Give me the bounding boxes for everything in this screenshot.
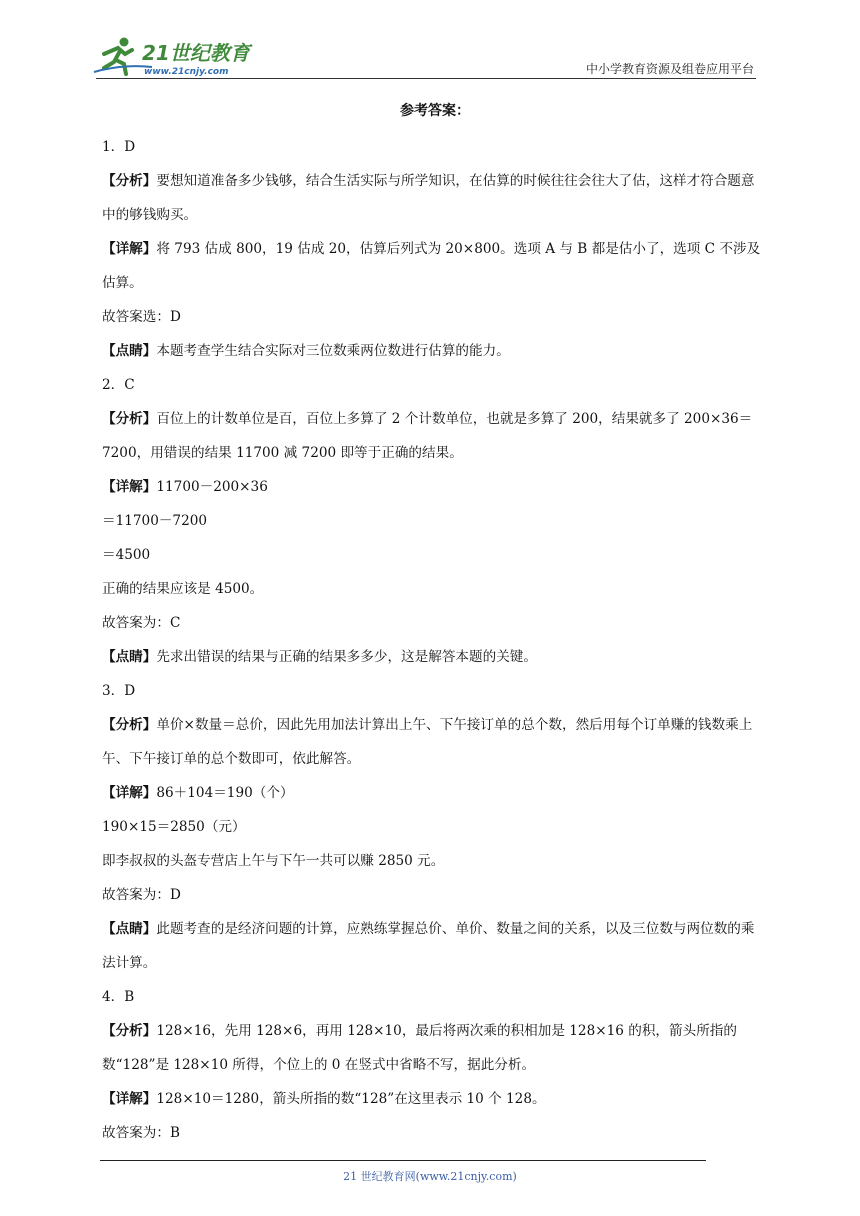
detail-tag: 【详解】 (102, 479, 157, 495)
question-number: 3．D (102, 683, 136, 699)
detail (102, 776, 768, 810)
detail (102, 470, 768, 504)
comment (102, 334, 768, 368)
page-title: 参考答案： (400, 103, 470, 119)
comment-tag: 【点睛】 (102, 343, 157, 359)
answer-line: 故答案为：D (102, 887, 181, 903)
answer-line: 故答案选：D (102, 309, 181, 325)
analysis-tag: 【分析】 (102, 1023, 157, 1039)
result-statement: 即李叔叔的头盔专营店上午与下午一共可以赚 2850 元。 (102, 853, 445, 869)
analysis (102, 708, 768, 776)
logo-url: www.21cnjy.com (144, 67, 229, 77)
comment (102, 640, 768, 674)
question-number: 1．D (102, 139, 136, 155)
detail-text: 128×10＝1280，箭头所指的数“128”在这里表示 10 个 128。 (156, 1091, 546, 1107)
calc-step: 190×15＝2850（元） (102, 819, 246, 835)
platform-label: 中小学教育资源及组卷应用平台 (585, 62, 754, 76)
detail-tag: 【详解】 (102, 241, 157, 257)
comment-text: 此题考查的是经济问题的计算，应熟练掌握总价、单价、数量之间的关系，以及三位数与两位数的乘法计算。 (102, 921, 755, 971)
answer-content (102, 96, 768, 1150)
detail-text: 将 793 估成 800，19 估成 20，估算后列式为 20×800。选项 A 与 B 都是估小了，选项 C 不涉及估算。 (102, 241, 761, 291)
comment-tag: 【点睛】 (102, 649, 157, 665)
detail-tag: 【详解】 (102, 785, 157, 801)
detail-tag: 【详解】 (102, 1091, 157, 1107)
comment-text: 先求出错误的结果与正确的结果多多少，这是解答本题的关键。 (156, 649, 537, 665)
analysis (102, 1014, 768, 1082)
page-header (0, 0, 860, 80)
question-number: 4．B (102, 989, 135, 1005)
detail (102, 1082, 768, 1116)
answer-line: 故答案为：B (102, 1125, 180, 1141)
detail (102, 232, 768, 300)
header-divider (96, 78, 756, 79)
detail-text: 11700－200×36 (156, 479, 268, 495)
comment-tag: 【点睛】 (102, 921, 157, 937)
logo (92, 34, 262, 78)
answer-line: 故答案为：C (102, 615, 181, 631)
comment-text: 本题考查学生结合实际对三位数乘两位数进行估算的能力。 (156, 343, 510, 359)
analysis-tag: 【分析】 (102, 173, 157, 189)
calc-step: ＝4500 (102, 547, 151, 563)
logo-text: 21世纪教育 (142, 41, 250, 65)
analysis-text: 要想知道准备多少钱够，结合生活实际与所学知识，在估算的时候往往会往大了估，这样才符合题意中的够钱购买。 (102, 173, 755, 223)
analysis (102, 402, 768, 470)
analysis-tag: 【分析】 (102, 717, 157, 733)
question-number: 2．C (102, 377, 135, 393)
footer-divider (100, 1160, 706, 1161)
calc-step: ＝11700－7200 (102, 513, 208, 529)
comment (102, 912, 768, 980)
analysis (102, 164, 768, 232)
analysis-tag: 【分析】 (102, 411, 157, 427)
footer-link[interactable]: 21 世纪教育网(www.21cnjy.com) (343, 1170, 517, 1183)
analysis-text: 单价×数量＝总价，因此先用加法计算出上午、下午接订单的总个数，然后用每个订单赚的钱数乘上午、下午接订单的总个数即可，依此解答。 (102, 717, 753, 767)
detail-text: 86＋104＝190（个） (156, 785, 294, 801)
analysis-text: 128×16，先用 128×6，再用 128×10，最后将两次乘的积相加是 128×16 的积，箭头所指的数“128”是 128×10 所得，个位上的 0 在竖式中省略不写，据此分析。 (102, 1023, 737, 1073)
analysis-text: 百位上的计数单位是百，百位上多算了 2 个计数单位，也就是多算了 200，结果就多了 200×36＝7200，用错误的结果 11700 减 7200 即等于正确的结果。 (102, 411, 753, 461)
result-statement: 正确的结果应该是 4500。 (102, 581, 264, 597)
